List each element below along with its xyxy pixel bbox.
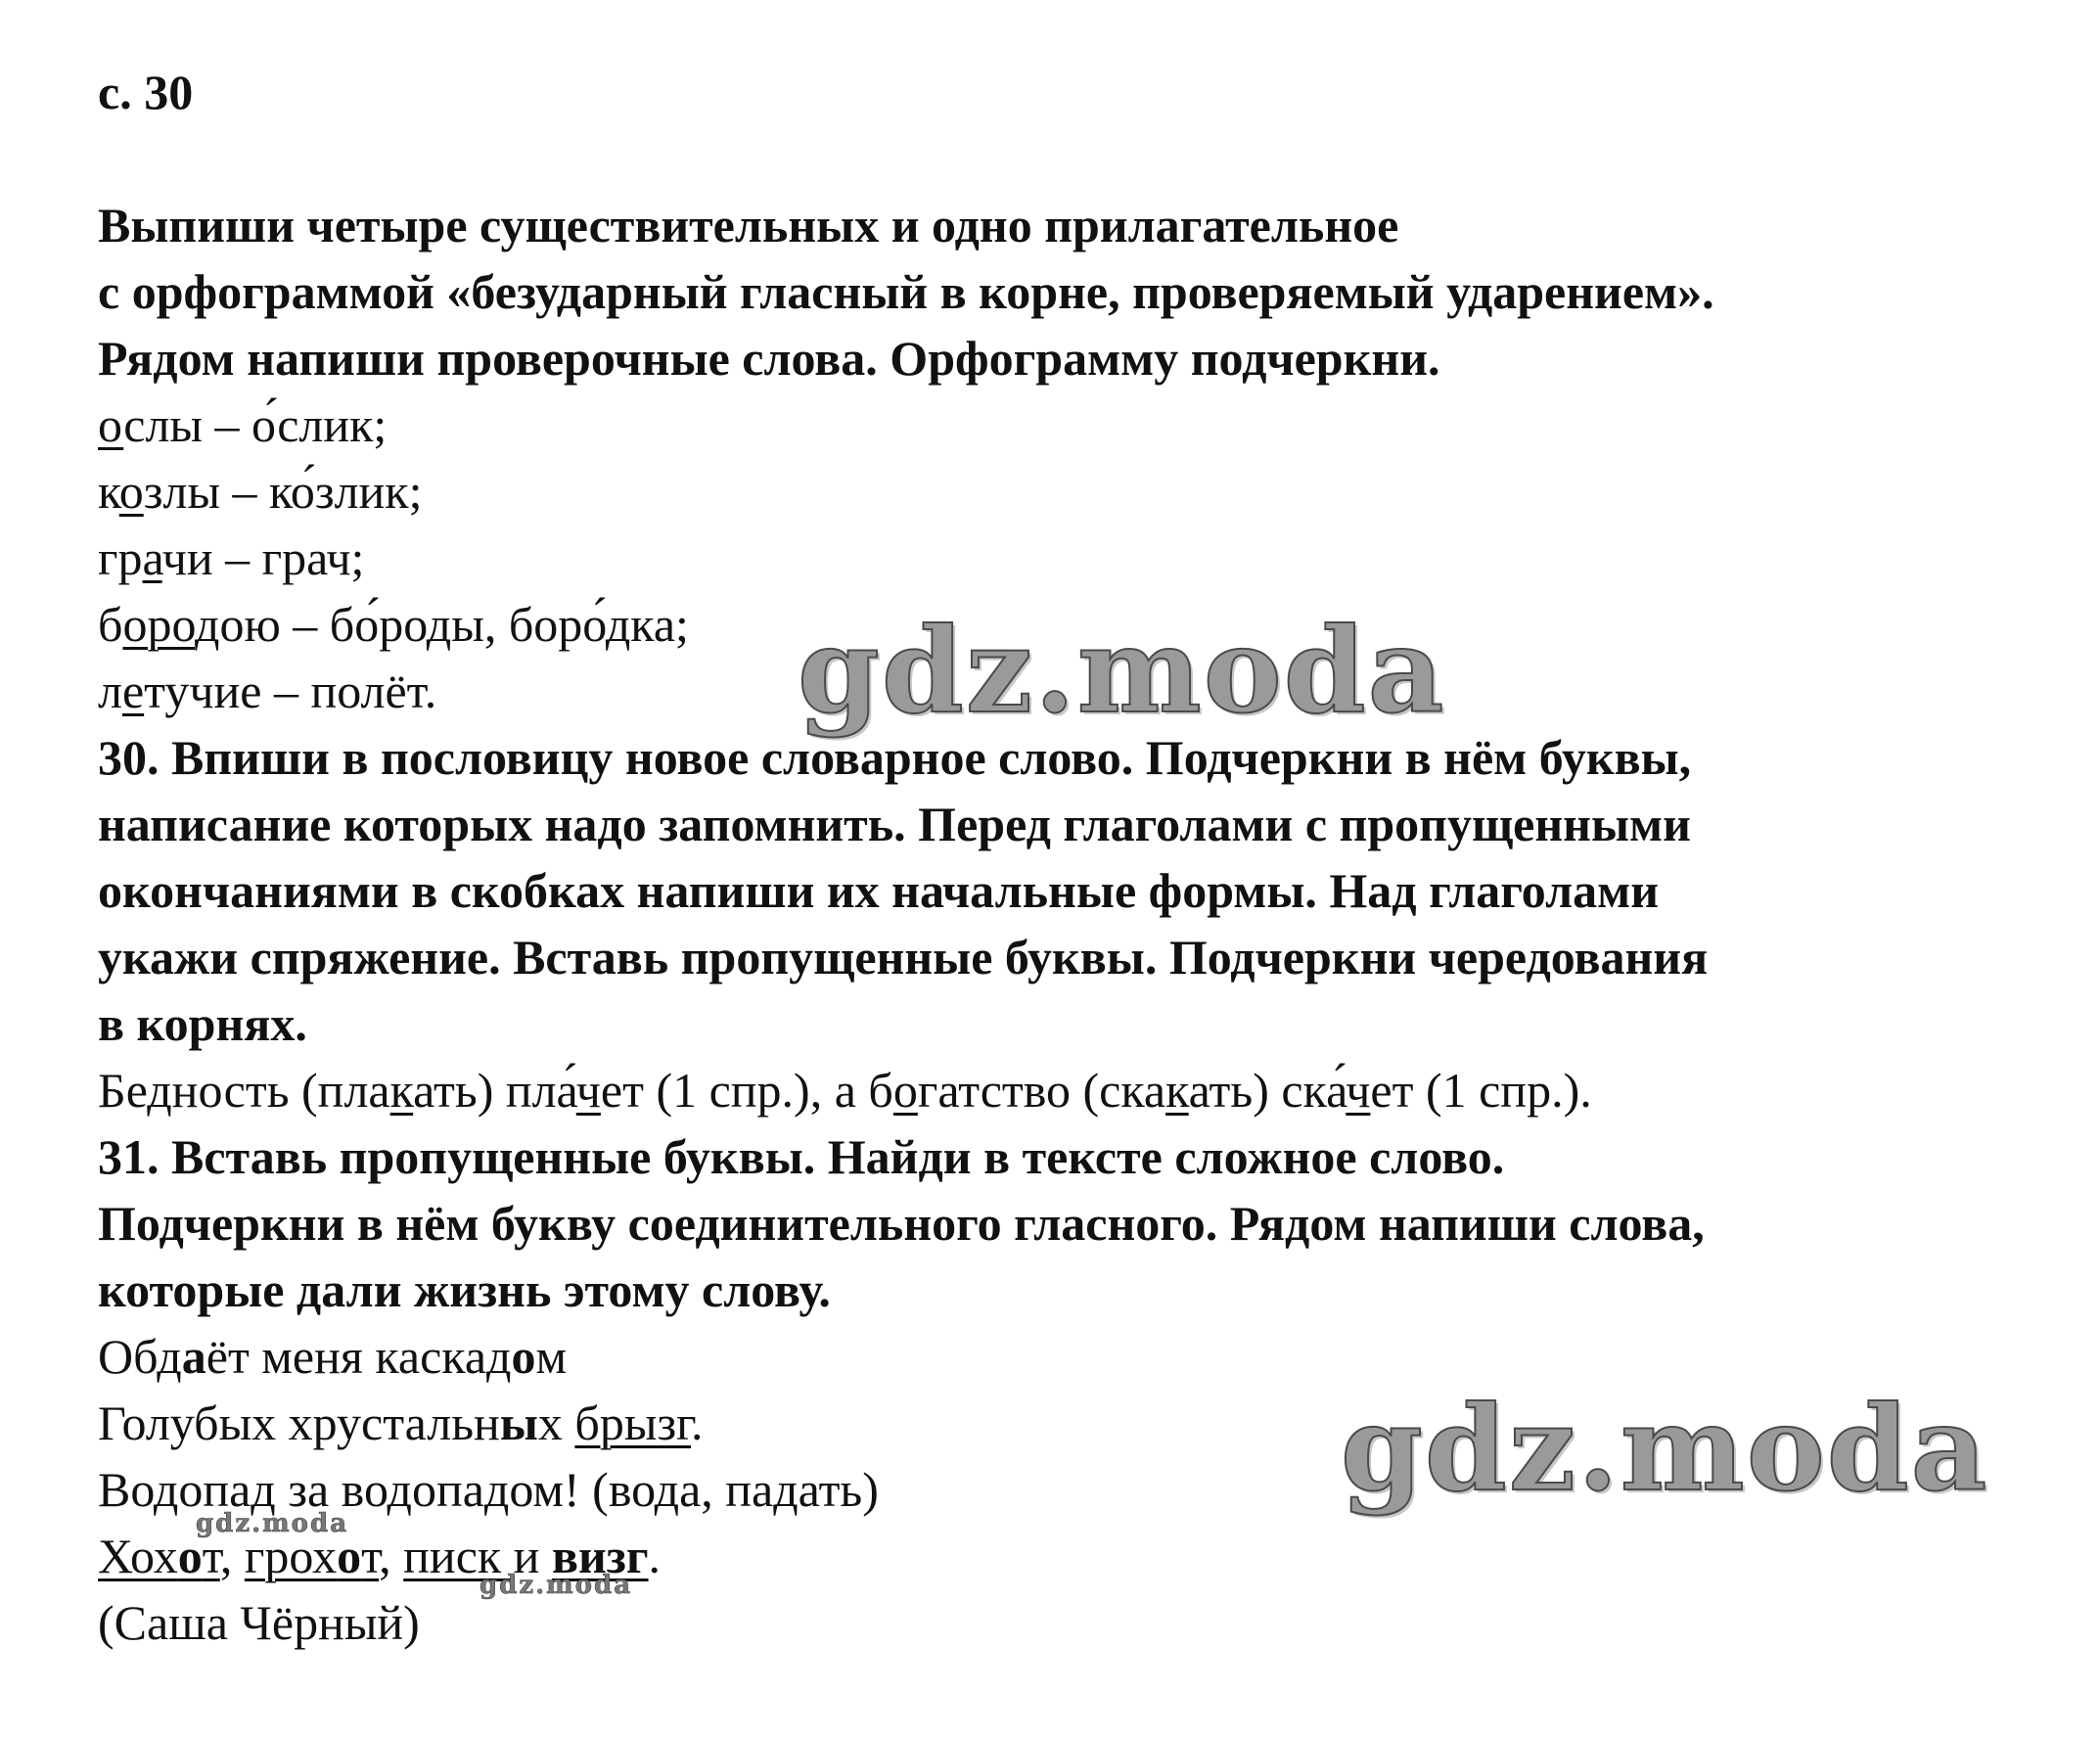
underlined-orthogram: оро — [122, 597, 196, 652]
instruction-line: в корнях. — [98, 996, 307, 1051]
underlined-orthogram: а — [142, 530, 162, 585]
watermark: gdz.moda — [798, 602, 1446, 740]
instruction-line: которые дали жизнь этому слову. — [98, 1262, 831, 1317]
instruction-line: написание которых надо запомнить. Перед глаголами с пропущенными — [98, 797, 1691, 851]
instruction-line: Рядом напиши проверочные слова. Орфограмму подчеркни. — [98, 331, 1440, 386]
answer-line: бородою – бо́роды, боро́дка; — [98, 597, 689, 652]
poem-line: Водопад за водопадом! (вода, падать) — [98, 1462, 879, 1517]
task-30-instructions — [98, 724, 2075, 1057]
watermark: gdz.moda — [196, 1509, 349, 1538]
poem-line: Обдаёт меня каскадом — [98, 1329, 568, 1384]
answer-line: козлы – ко́злик; — [98, 464, 423, 519]
page-reference: с. 30 — [98, 65, 194, 119]
underlined-orthogram: е — [121, 663, 145, 718]
answer-line: летучие – полёт. — [98, 663, 437, 718]
answer-line: ослы – о́слик; — [98, 397, 388, 452]
poem-author: (Саша Чёрный) — [98, 1595, 420, 1650]
answer-line: грачи – грач; — [98, 530, 365, 585]
watermark: gdz.moda — [479, 1571, 633, 1600]
instruction-line: Подчеркни в нём букву соединительного гласного. Рядом напиши слова, — [98, 1196, 1705, 1251]
instruction-line: Выпиши четыре существительных и одно прилагательное — [98, 198, 1399, 252]
underlined-orthogram: о — [118, 464, 144, 519]
instruction-line: с орфограммой «безударный гласный в корне, проверяемый ударением». — [98, 264, 1714, 319]
poem-line: Хохот, грохот, писк и визг. — [98, 1529, 662, 1583]
poem-line: Голубых хрустальных брызг. — [98, 1395, 704, 1450]
instruction-line: укажи спряжение. Вставь пропущенные буквы. Подчеркни чередования — [98, 930, 1709, 984]
underlined-orthogram: о — [98, 397, 124, 452]
task-30-answer: Бедность (плакать) пла́чет (1 спр.), а богатство (скакать) ска́чет (1 спр.). — [98, 1063, 1592, 1118]
instruction-line: 31. Вставь пропущенные буквы. Найди в тексте сложное слово. — [98, 1129, 1505, 1184]
task-29-instructions — [98, 192, 2075, 391]
instruction-line: окончаниями в скобках напиши их начальные формы. Над глаголами — [98, 863, 1660, 918]
task-31-instructions — [98, 1123, 2075, 1323]
watermark: gdz.moda — [1341, 1380, 1989, 1518]
instruction-line: 30. Впиши в пословицу новое словарное слово. Подчеркни в нём буквы, — [98, 730, 1692, 785]
